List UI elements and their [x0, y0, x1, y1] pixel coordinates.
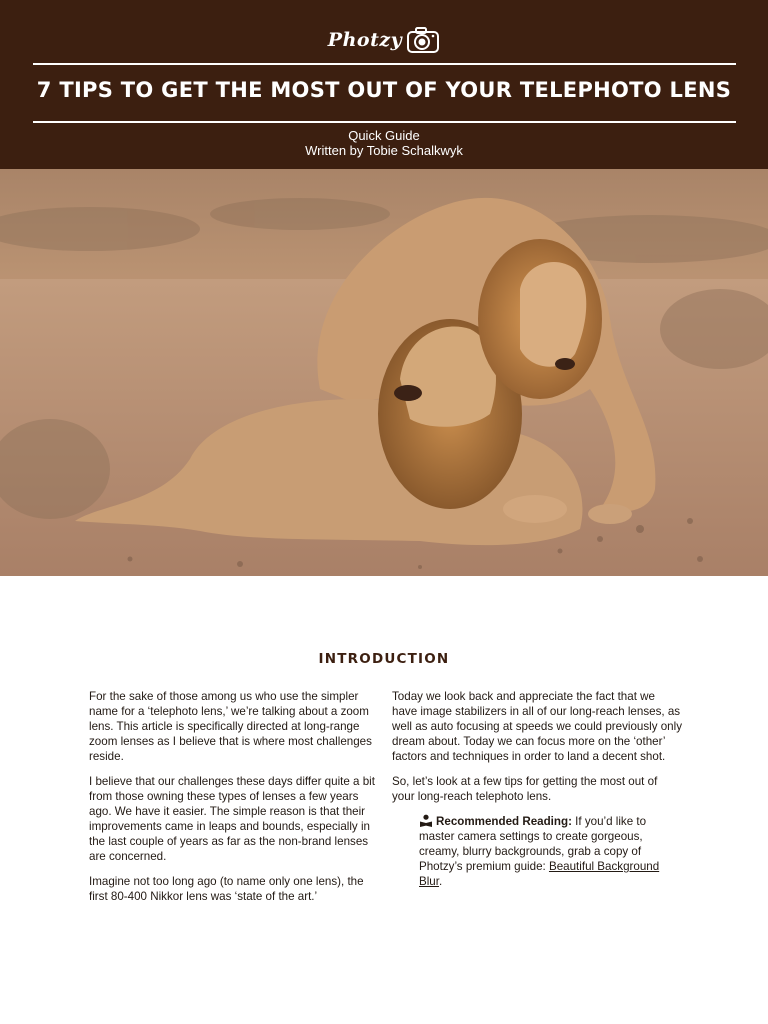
recommended-reading-end: . [438, 875, 443, 888]
intro-column-left [89, 689, 377, 914]
hero-photo [0, 169, 768, 576]
paragraph: Today we look back and appreciate the fact that we have image stabilizers in all of our long-reach lenses, as well as auto focusing at speeds we could previously only dream about. Today we can focus more on the ‘other’ factors and techniques in order to land a decent shot. [392, 690, 683, 763]
paragraph: I believe that our challenges these days differ quite a bit from those owning these types of lenses a few years ago. We have it easier. The simple reason is that their improvements came in leaps and bounds, especially in the last couple of years as far as the non-brand lenses are concerned. [89, 775, 375, 863]
page-title: 7 TIPS TO GET THE MOST OUT OF YOUR TELEPHOTO LENS [36, 78, 732, 102]
recommended-reading-callout [419, 814, 677, 889]
camera-icon [406, 26, 440, 54]
header-divider-bottom [33, 121, 736, 123]
header-banner [0, 0, 768, 169]
paragraph: For the sake of those among us who use the simpler name for a ‘telephoto lens,’ we’re talking about a zoom lens. This article is specifically directed at long-range zoom lenses as I believe that is where most challenges reside. [89, 690, 372, 763]
logo[interactable] [0, 26, 768, 54]
logo-text: Photzy [327, 29, 403, 51]
paragraph: So, let’s look at a few tips for getting the most out of your long-reach telephoto lens. [392, 775, 658, 803]
paragraph: Imagine not too long ago (to name only one lens), the first 80-400 Nikkor lens was ‘state of the art.’ [89, 875, 364, 903]
recommended-reading-text: If you’d like to master camera settings to create gorgeous, creamy, blurry backgrounds, grab a copy of Photzy’s premium guide: [419, 815, 647, 873]
reader-icon [419, 814, 433, 828]
section-heading-introduction: INTRODUCTION [318, 651, 450, 667]
recommended-reading-label: Recommended Reading: [436, 815, 572, 828]
intro-column-right [392, 689, 682, 889]
guide-type: Quick Guide [348, 128, 420, 143]
lions-photo [0, 169, 768, 576]
guide-link[interactable]: Beautiful Background Blur [419, 860, 660, 888]
author-byline: Written by Tobie Schalkwyk [305, 143, 463, 158]
header-divider-top [33, 63, 736, 65]
